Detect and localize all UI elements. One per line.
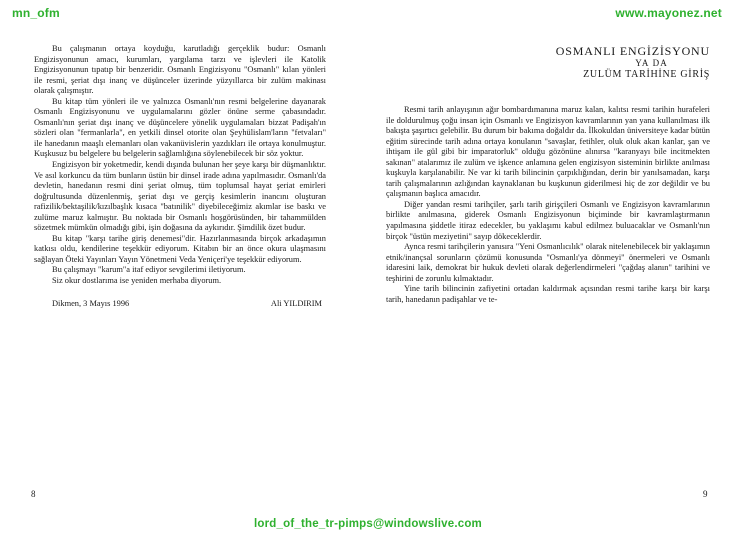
paragraph: Bu kitap "karşı tarihe giriş denemesi"dir. Hazırlanmasında birçok arkadaşımın katkısı oldu, kendilerine teşekkür ediyorum. Kitabın bir an önce okura ulaşmasını sağlayan Öteki Yayınları Yayın Yönetmeni Veda Yeniçeri'ye teşekkür ediyorum. <box>34 233 326 264</box>
signature-block <box>34 299 326 310</box>
watermark-bottom: lord_of_the_tr-pimps@windowslive.com <box>253 518 482 530</box>
paragraph: Engizisyon bir yoketmedir, kendi dışında bulunan her şeye karşı bir düşmanlıktır. Ve asıl korkuncu da tüm bunların üstün bir dinsel irade adına yapılmasıdır. Osmanlı'da devletin, hanedanın resmi dini şeriat olmuş, tüm toplumsal hayat şeriat emirleri doğrultusunda düzenlenmiş, şeriat dışı ve gerçiş kesimlerin inancını oluşturan rafizilik/bektaşilik/kızılbaşlık kısaca "batınilik" diyebileceğimiz akımlar ise baskı ve zulüme maruz kalmıştır. Bu noktada bir Osmanlı hoşgörüsünden, bir tahammülden sözetmek mümkün olmadığı gibi, işin doğasına da aykırıdır. Şimdilik özet budur. <box>34 160 326 233</box>
right-page-body <box>386 105 710 305</box>
paragraph: Bu çalışmayı "karum"a itaf ediyor sevgilerimi iletiyorum. <box>52 265 246 275</box>
paragraph: Bu kitap tüm yönleri ile ve yalnızca Osmanlı'nın resmi belgelerine dayanarak Osmanlı Engizisyonunu ve uygulamalarını gözler önüne serme çabasındadır. Osmanlı'nın şeriat dışı inanç ve düşüncelere yönelik uygulamaları bizzat Padişah'ın sözleri olan "fermanlarla", en yetkili dinsel otorite olan Şeyhülislam'ların "fetvaları" ile hanedanın maaşlı elemanları olan vakanüvislerin yazdıkları ile ortaya konulmuştur. Kuşkusuz bu belgelere bu belgelerin sağlamlığına söylenebilecek bir söz yoktur. <box>34 96 326 159</box>
page-number-right: 9 <box>703 489 708 499</box>
title-line-1: OSMANLI ENGİZİSYONU <box>555 44 710 58</box>
paragraph: Yine tarih bilincinin zafiyetini ortadan kaldırmak açısından resmi tarihe karşı bir karşı tarih, hanedanın padişahlar ve te- <box>386 284 710 304</box>
paragraph: Siz okur dostlarıma ise yeniden merhaba diyorum. <box>52 276 222 286</box>
title-line-3: ZULÜM TARİHİNE GİRİŞ <box>583 69 710 80</box>
paragraph: Diğer yandan resmi tarihçiler, şarlı tarih girişçileri Osmanlı ve Engizisyon kavramlarının birlikte anılmasına, giderek Osmanlı Engizisyonun biçiminde bir kavramlaştırmanın yapılmasına şiddetle itiraz edecekler, bu yaklaşımı kabul edilmez buluacaklar ve Osmanlı'nın birçok "üstün meziyetini" sayıp dökeceklerdir. <box>386 199 710 241</box>
left-page-body <box>34 44 326 287</box>
page-number-left: 8 <box>31 489 36 499</box>
title-line-2: YA DA <box>635 58 668 68</box>
right-page <box>386 45 710 305</box>
left-page <box>34 44 326 309</box>
watermark-top-left: mn_ofm <box>12 6 60 20</box>
paragraph: Aynca resmi tarihçilerin yanısıra "Yeni Osmanlıcılık" olarak nitelenebilecek bir yaklaşımın etnik/inançsal sorunların çözümü konusunda "Osmanlı'ya dönmeyi" önermeleri ve Osmanlı idaresini laik, demokrat bir hukuk devleti olarak değerlendirmeleri "çağdaş alanın" tarihini ve teşhirini de zorunlu kılmaktadır. <box>386 242 710 283</box>
signature-place-date: Dikmen, 3 Mayıs 1996 <box>52 298 130 308</box>
signature-name: Ali YILDIRIM <box>270 298 322 308</box>
paragraph: Resmi tarih anlayışının ağır bombardımanına maruz kalan, kalıtsı resmi tarihin hurafeleri ile doldurulmuş çoğu insan için Osmanlı ve Engizisyon kavramlarının yan yana kullanılması ilk bakışta şaşırtıcı gelebilir. Bu durum bir bakıma doğaldır da. İlkokuldan üniversiteye kadar bütün eğitim sürecinde tarih adına ortaya konulanın "savaşlar, fetihler, oluk oluk akan kanlar, şan ve ihtişam ile gül gibi bir imparatorluk" olduğu gözönüne alınırsa "karanyayı bile incitmekten sakınan" atalarımız ile zulüm ve işkence anlamına gelen engizisyon sisteminin birlikte anılması kuşkuyla karşılanabilir. Ne var ki tarih bilincinin çarpıklığından, derin bir yanılsamadan, karşı tarih çalışmalarının azlığından kaynaklanan bu kuşkunun giderilmesi hiç de zor değildir ve bu çalışmanın başlıca amacıdır. <box>386 105 710 199</box>
watermark-top-right: www.mayonez.net <box>615 6 722 20</box>
paragraph: Bu çalışmanın ortaya koyduğu, karutladığı gerçeklik budur: Osmanlı Engizisyonunun amacı, kurumları, yargılama tarzı ve işlevleri ile Katolik Engizisyonunun tıpatıp bir benzeridir. Osmanlı Engizisyonu "Osmanlı" kılan yönleri ile resmi, şeriat dışı inanç ve düşünceler üzerinde yüzyıllarca bir zulüm makinası olarak çalışmıştır. <box>34 44 326 96</box>
chapter-title <box>386 45 710 81</box>
